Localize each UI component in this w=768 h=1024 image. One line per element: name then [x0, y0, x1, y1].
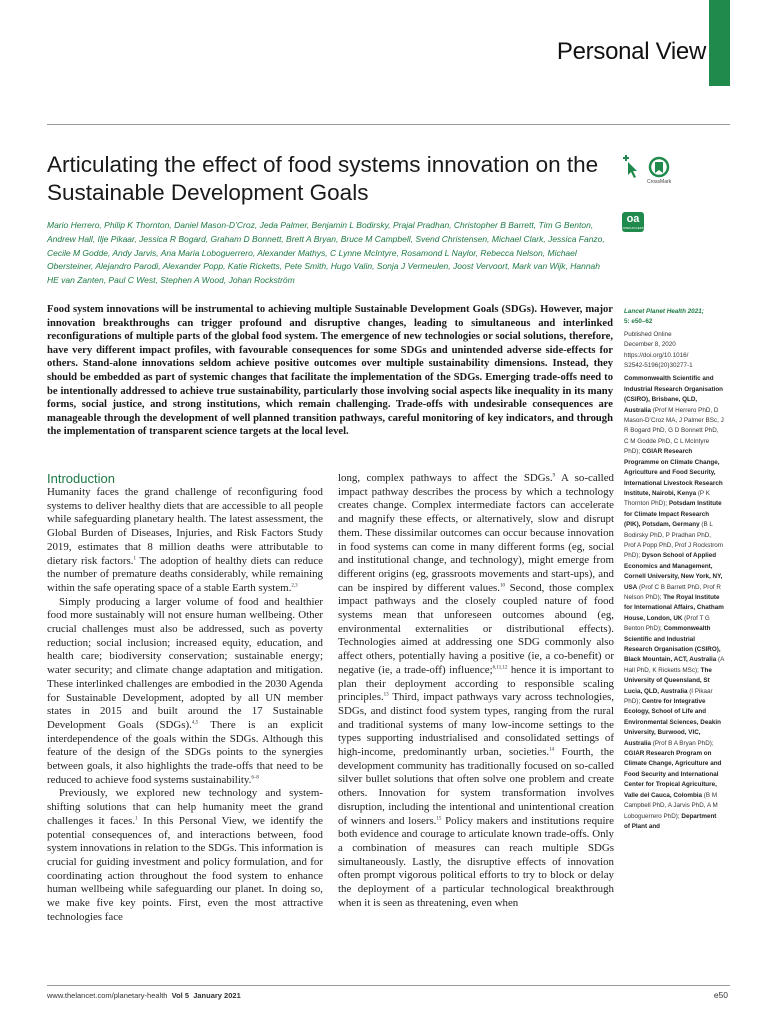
- volume: Vol 5: [171, 991, 190, 1000]
- abstract: Food system innovations will be instrumental to achieving multiple Sustainable Development Goals (SDGs). However, major innovation breakthroughs can trigger profound and disruptive changes, leading to simultaneous and interlinked reconfigurations of multiple parts of the global food system. The emergence of new technologies or social solutions, therefore, have very different impact profiles, with favourable consequences for some SDGs and unintended adverse side-effects for others. Stand-alone innovations seldom achieve positive outcomes over multiple sustainability dimensions. Instead, they should be embedded as part of systemic changes that facilitate the implementation of the SDGs. Emerging trade-offs need to be intentionally addressed to achieve true sustainability, particularly those involving social aspects like inequality in its many forms, social justice, and strong institutions, which remain challenging. Trade-offs with undesirable consequences are manageable through the development of well planned transition pathways, careful monitoring of key indicators, and through the implementation of transparent science targets at the local level.: [47, 304, 613, 438]
- oa-label: oa: [626, 213, 640, 225]
- article-sidebar: [624, 307, 724, 832]
- affiliation-institution: CGIAR Research Program on Climate Change, Agriculture and Food Security and International Center for Tropical Agriculture, Valle del Cauca, Colombia: [624, 750, 722, 799]
- affiliation-institution: CGIAR Research Programme on Climate Change, Agriculture and Food Security, International Livestock Research Institute, Nairobi, Kenya: [624, 448, 723, 497]
- affiliation-institution: Commonwealth Scientific and Industrial Research Organisation (CSIRO), Black Mountain, ACT, Australia: [624, 625, 721, 664]
- paragraph: Previously, we explored new technology and system-shifting solutions that can help humanity meet the grand challenges it faces.$^1$ In this Personal View, we identify the potential consequences of, and interactions between, food system innovations in relation to the SDGs. This information is crucial for guiding investment and policy formulation, and for coordinating action throughout the food system to enhance human wellbeing while safeguarding our planet. In doing so, we make five key points. First, even the most attractive technologies face: [47, 787, 323, 923]
- journal-reference[interactable]: Lancet Planet Health 2021; 5: e50–62: [624, 308, 704, 326]
- paragraph: Humanity faces the grand challenge of reconfiguring food systems to deliver healthy diets that are accessible to all people while safeguarding planetary health. The latest assessment, the Global Burden of Diseases, Injuries, and Risk Factors Study 2019, estimates that 8 million deaths were attributable to dietary risk factors.$^1$ The adoption of healthy diets can reduce the number of premature deaths considerably, while remaining within the safe operating space of a stable Earth system.$^{2,3}$: [47, 486, 324, 594]
- accent-bar: [709, 0, 730, 86]
- body-column-right: [338, 472, 614, 911]
- citation-ref[interactable]: 2,3: [291, 583, 298, 589]
- paragraph: long, complex pathways to affect the SDGs.$^9$ A so-called impact pathway describes the process by which a technology creates change. Complex intermediate factors can accelerate and magnify these effects, or alternatively, slow and disrupt them. These dissimilar outcomes can occur because innovation in food systems can come in many different forms (eg, social and institutional change, and technology), might emerge from different origins (eg, grassroots movements and start-ups), and can be inspired by different values.$^{10}$ Second, those complex impact pathways and the closely coupled nature of food systems mean that unforeseen outcomes abound (eg, environmental externalities or distributional effects). Technologies aimed at addressing one SDG commonly also affect others, potentially having a positive (ie, a co-benefit) or negative (ie, a trade-off) influence;$^{6,11,12}$ hence it is important to plan their deployment according to responsible scaling principles.$^{13}$ Third, impact pathways vary across technologies, SDGs, and distinct food system types, ranging from the rural and traditional systems of many low-income settings to the types supporting industrialised and consolidated settings of high-income, predominantly urban, societies.$^{14}$ Fourth, the development community has traditionally focused on so-called silver bullet solutions that often solve one problem and create others. Innovation for system transformation involves disruption, including the intentional and unintentional creation of winners and losers.$^{15}$ Policy makers and institutions require both evidence and courage to articulate known trade-offs. Only a combination of measures can reach multiple SDGs simultaneously. Lastly, the disruptive effects of innovation often prompt vigorous political efforts to try to block or delay the deployment of a particular technological breakthrough when it is seen as threatening, even when: [338, 472, 615, 909]
- affiliation-people: (Prof C B Barrett PhD, Prof R Nelson PhD);: [624, 583, 721, 601]
- cursor-arrow-icon: [623, 155, 637, 178]
- citation-ref[interactable]: 6–8: [251, 775, 259, 781]
- affiliation-people: (B L Bodirsky PhD, P Pradhan PhD, Prof A Popp PhD, Prof J Rockstrom PhD);: [624, 521, 724, 560]
- citation-ref[interactable]: 15: [436, 815, 442, 821]
- crossmark-label: CrossMark: [647, 179, 672, 185]
- affiliation-institution: Commonwealth Scientific and Industrial Research Organisation (CSIRO), Brisbane, QLD, Australia: [624, 375, 724, 414]
- footer-divider: [47, 985, 730, 986]
- section-heading-introduction: Introduction: [47, 471, 115, 486]
- issue-date: January 2021: [193, 991, 241, 1000]
- footer-citation: [47, 991, 241, 1000]
- doi-link[interactable]: https://doi.org/10.1016/: [624, 351, 689, 359]
- page-number: e50: [713, 990, 728, 1000]
- affiliation-institution: The Royal Institute for International Affairs, Chatham House, London, UK: [624, 593, 724, 622]
- paragraph: Simply producing a larger volume of food and healthier food more sustainably will not ensure human wellbeing. Other crucial challenges must also be addressed, such as poverty reduction; social inclusion; increased equity, education, and health care; biodiversity conservation; sustainable energy; water security; and climate change adaptation and mitigation. These interlinked challenges are embodied in the 2030 Agenda for Sustainable Development, adopted by all UN member states in 2015 and built around the 17 Sustainable Development Goals (SDGs).$^{4,5}$ There is an explicit interdependence of the goals within the SDGs. Although this feature of the design of the SDGs points to the synergies between goals, it also highlights the trade-offs that need to be reduced to achieve food systems sustainability.$^{6-8}$: [47, 595, 323, 786]
- citation-ref[interactable]: 4,5: [191, 720, 199, 726]
- title-line-2: Sustainable Development Goals: [47, 180, 369, 205]
- citation-ref[interactable]: 1: [135, 816, 138, 822]
- affiliation-people: (A Hall PhD, K Ricketts MSc);: [624, 656, 724, 674]
- affiliation-people: (Prof B A Bryan PhD);: [652, 739, 714, 747]
- affiliation-list: [624, 374, 724, 832]
- open-access-badge: [622, 212, 644, 232]
- publication-info: Published Online December 8, 2020 https://doi.org/10.1016/ S2542-5196(20)30277-1: [624, 330, 724, 372]
- oa-sub-label: OPEN ACCESS: [622, 226, 644, 230]
- affiliation-institution: Department of Plant and: [624, 812, 717, 830]
- affiliation-people: (I Pikaar PhD);: [624, 687, 713, 706]
- affiliation-institution: Potsdam Institute for Climate Impact Research (PIK), Potsdam, Germany: [624, 500, 722, 529]
- bookmark-circle-icon: [650, 158, 668, 176]
- affiliation-people: (P K Thornton PhD);: [624, 489, 710, 508]
- section-label: Personal View: [556, 38, 706, 65]
- author-list: Mario Herrero, Philip K Thornton, Daniel Mason-D’Croz, Jeda Palmer, Benjamin L Bodirsky, Prajal Pradhan, Christopher B Barrett, Tim G Benton, Andrew Hall, Ilje Pikaar, Jessica R Bogard, Graham D Bonnett, Brett A Bryan, Bruce M Campbell, Svend Christensen, Michael Clark, Jessica Fanzo, Cecile M Godde, Andy Jarvis, Ana Maria Loboguerrero, Alexander Mathys, C Lynne McIntyre, Rosamond L Naylor, Rebecca Nelson, Michael Obersteiner, Alejandro Parodi, Alexander Popp, Katie Ricketts, Pete Smith, Hugo Valin, Sonja J Vermeulen, Joost Vervoort, Mark van Wijk, Hannah HE van Zanten, Paul C West, Stephen A Wood, Johan Rockström: [47, 220, 605, 286]
- affiliation-institution: Dyson School of Applied Economics and Management, Cornell University, New York, NY, USA: [624, 552, 723, 591]
- affiliation-people: (Prof T G Benton PhD);: [624, 614, 710, 633]
- citation-ref[interactable]: 9: [552, 473, 556, 479]
- citation-ref[interactable]: 1: [133, 555, 136, 561]
- citation-ref[interactable]: 6,11,12: [492, 665, 508, 671]
- doi-link-cont[interactable]: S2542-5196(20)30277-1: [624, 362, 693, 370]
- header-divider: [47, 124, 730, 125]
- affiliation-institution: Centre for Integrative Ecology, School of Life and Environmental Sciences, Deakin University, Burwood, VIC, Australia: [624, 698, 721, 747]
- title-line-1: Articulating the effect of food systems innovation on the: [47, 152, 599, 177]
- affiliation-people: (B M Campbell PhD, A Jarvis PhD, A M Loboguerrero PhD);: [624, 791, 718, 820]
- citation-ref[interactable]: 10: [500, 583, 506, 588]
- affiliation-people: (Prof M Herrero PhD, D Mason-D’Croz MA, J Palmer BSc, J R Bogard PhD, G D Bonnett PhD, C M Godde PhD, C L McIntyre PhD);: [624, 406, 724, 456]
- article-title: [47, 151, 607, 207]
- journal-url[interactable]: www.thelancet.com/planetary-health: [47, 991, 168, 1000]
- affiliation-institution: The University of Queensland, St Lucia, QLD, Australia: [624, 666, 712, 695]
- citation-ref[interactable]: 13: [383, 692, 389, 698]
- body-column-left: [47, 472, 323, 925]
- citation-ref[interactable]: 14: [549, 747, 555, 753]
